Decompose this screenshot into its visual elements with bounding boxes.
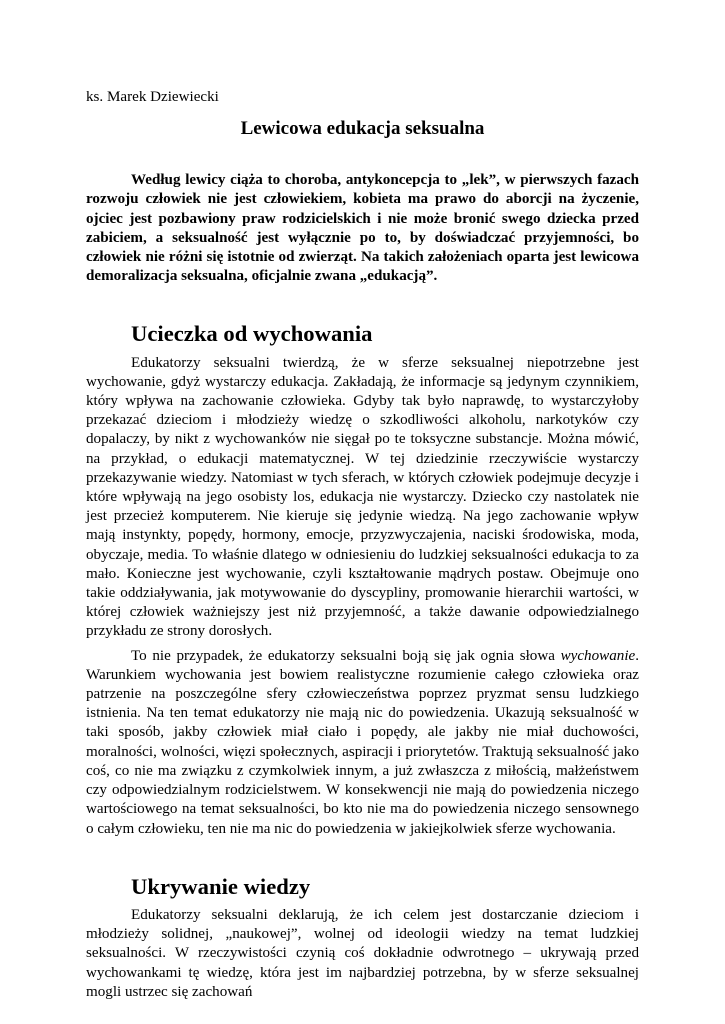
paragraph-text-after: . Warunkiem wychowania jest bowiem realistyczne rozumienie całego człowieka oraz patrzenie na poszczególne sfery człowieczeństwa poprzez pryzmat sensu ludzkiego istnienia. Na ten temat edukatorzy nie mają nic do powiedzenia. Ukazują seksualność w taki sposób, jakby człowiek miał ciało i popędy, ale jakby nie miał duchowości, moralności, wolności, więzi społecznych, aspiracji i priorytetów. Traktują seksualność jako coś, co nie ma związku z czymkolwiek innym, a już zwłaszcza z miłością, małżeństwem czy odpowiedzialnym rodzicielstwem. W konsekwencji nie mają do powiedzenia niczego wartościowego na temat seksualności, bo kto nie ma do powiedzenia niczego sensownego o całym człowieku, ten nie ma nic do powiedzenia w jakiejkolwiek sferze wychowania. xyxy=(86,647,639,837)
author-line: ks. Marek Dziewiecki xyxy=(86,89,219,105)
section-heading-ucieczka: Ucieczka od wychowania xyxy=(131,321,373,347)
lead-paragraph: Według lewicy ciąża to choroba, antykoncepcja to „lek”, w pierwszych fazach rozwoju człowiek nie jest człowiekiem, kobieta ma prawo do aborcji na życzenie, ojciec jest pozbawiony praw rodzicielskich i nie może bronić swego dziecka przed zabiciem, a seksualność jest wyłącznie po to, by doświadczać przyjemności, bo człowiek nie różni się istotnie od zwierząt. Na takich założeniach oparta jest lewicowa demoralizacja seksualna, oficjalnie zwana „edukacją”. xyxy=(86,172,639,285)
document-title: Lewicowa edukacja seksualna xyxy=(240,118,485,140)
section-heading-ukrywanie: Ukrywanie wiedzy xyxy=(131,873,311,899)
body-paragraph: Edukatorzy seksualni deklarują, że ich celem jest dostarczanie dzieciom i młodzieży solidnej, „naukowej”, wolnej od ideologii wiedzy na temat ludzkiej seksualności. W rzeczywistości czynią coś dokładnie odwrotnego – ukrywają przed wychowankami tę wiedzę, która jest im najbardziej potrzebna, by w sferze seksualnej mogli ustrzec się zachowań xyxy=(86,906,639,1000)
body-paragraph: Edukatorzy seksualni twierdzą, że w sferze seksualnej niepotrzebne jest wychowanie, gdyż wystarczy edukacja. Zakładają, że informacje są jedynym czynnikiem, który wpływa na zachowanie człowieka. Gdyby tak było naprawdę, to wystarczyłoby przekazać dzieciom i młodzieży wiedzę o szkodliwości alkoholu, narkotyków czy dopalaczy, by nikt z wychowanków nie sięgał po te toksyczne substancje. Można mówić, na przykład, o edukacji matematycznej. W tej dziedzinie rzeczywiście wystarczy przekazywanie wiedzy. Natomiast w tych sferach, w których człowiek podejmuje decyzje i które wpływają na jego osobisty los, edukacja nie wystarczy. Dziecko czy nastolatek nie jest przecież komputerem. Nie kieruje się jedynie wiedzą. Na jego zachowanie wpływ mają instynkty, popędy, hormony, emocje, przyzwyczajenia, naciski środowiska, moda, obyczaje, media. To właśnie dlatego w odniesieniu do ludzkiej seksualności edukacja to za mało. Konieczne jest wychowanie, czyli kształtowanie mądrych postaw. Obejmuje ono takie oddziaływania, jak motywowanie do dyscypliny, promowanie hierarchii wartości, w której człowiek ważniejszy jest niż przyjemność, a także dawanie odpowiedzialnego przykładu ze strony dorosłych. xyxy=(86,354,639,640)
emphasized-word: wychowanie xyxy=(560,647,636,664)
paragraph-text-before: To nie przypadek, że edukatorzy seksualni boją się jak ognia słowa xyxy=(131,647,561,664)
body-paragraph xyxy=(86,647,639,839)
